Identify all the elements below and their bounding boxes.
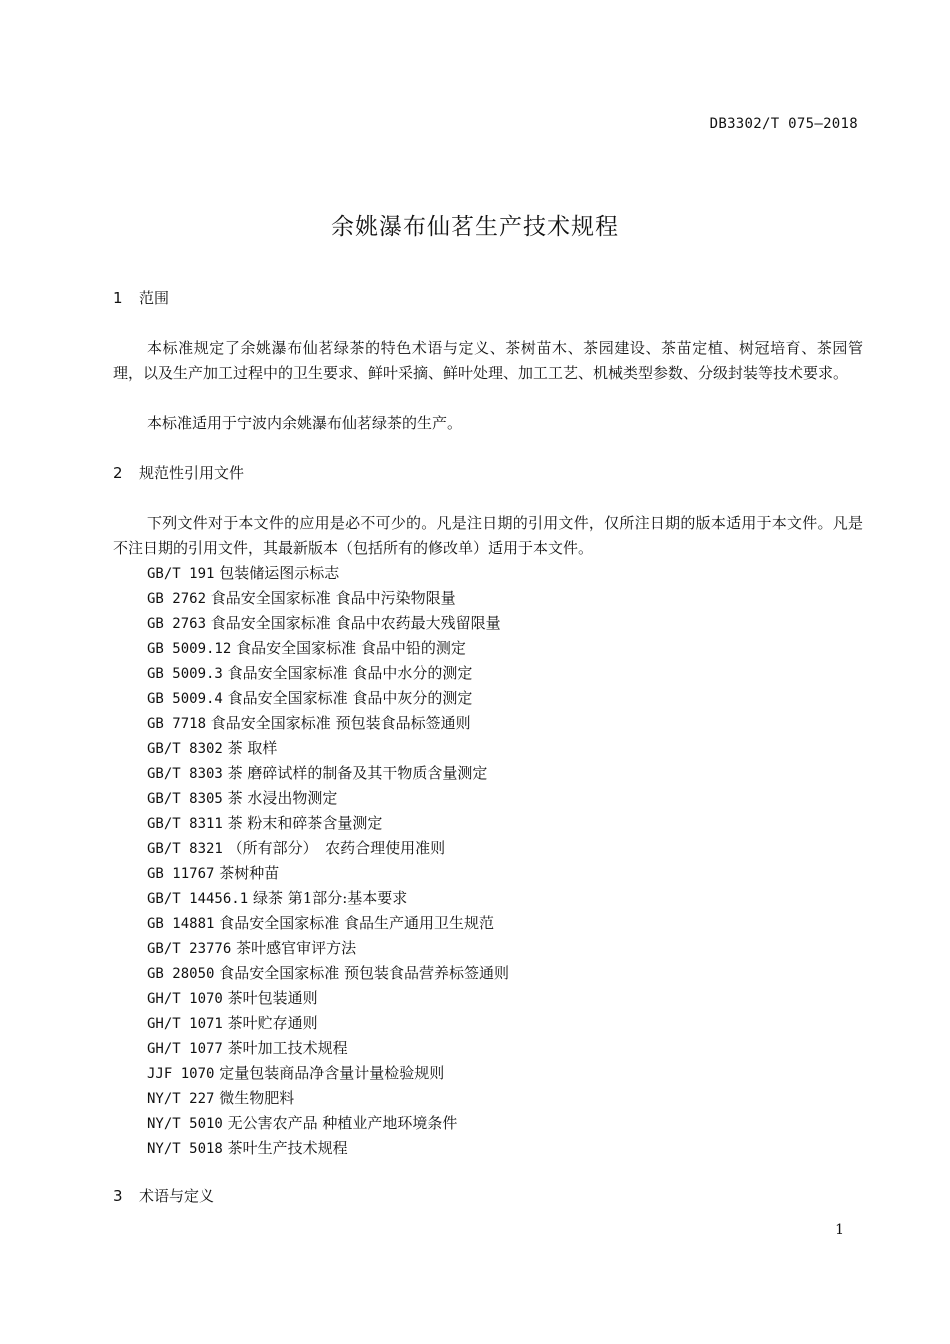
reference-item (147, 911, 509, 936)
reference-item (147, 811, 509, 836)
reference-item (147, 986, 509, 1011)
reference-code: GB 5009.12 (147, 641, 232, 657)
reference-title: 食品安全国家标准 食品中水分的测定 (227, 664, 473, 682)
reference-title: 食品安全国家标准 食品中铅的测定 (236, 639, 466, 657)
section-title: 范围 (139, 289, 170, 307)
reference-item (147, 836, 509, 861)
reference-code: GB/T 191 (147, 566, 215, 582)
reference-title: 定量包装商品净含量计量检验规则 (219, 1064, 445, 1082)
reference-title: 茶 粉末和碎茶含量测定 (227, 814, 383, 832)
reference-code: NY/T 5018 (147, 1141, 223, 1157)
reference-code: NY/T 5010 (147, 1116, 223, 1132)
reference-item (147, 736, 509, 761)
reference-code: GB/T 14456.1 (147, 891, 249, 907)
reference-code: GB/T 23776 (147, 941, 232, 957)
reference-item (147, 861, 509, 886)
reference-code: GB 11767 (147, 866, 215, 882)
reference-title: 绿茶 第1部分:基本要求 (252, 889, 408, 907)
reference-item (147, 1111, 509, 1136)
reference-code: GB 7718 (147, 716, 207, 732)
reference-code: GH/T 1071 (147, 1016, 223, 1032)
reference-title: 茶 取样 (227, 739, 278, 757)
section-title: 术语与定义 (139, 1187, 215, 1205)
reference-title: 茶叶感官审评方法 (236, 939, 357, 957)
reference-item (147, 636, 509, 661)
reference-code: GB 2763 (147, 616, 207, 632)
reference-title: 茶叶加工技术规程 (227, 1039, 348, 1057)
reference-title: 食品安全国家标准 食品生产通用卫生规范 (219, 914, 494, 932)
reference-code: JJF 1070 (147, 1066, 215, 1082)
section-number: 3 (113, 1187, 123, 1205)
section-3-heading (113, 1185, 214, 1206)
reference-code: GH/T 1077 (147, 1041, 223, 1057)
reference-list (147, 561, 509, 1161)
reference-code: GB/T 8303 (147, 766, 223, 782)
reference-code: GB/T 8311 (147, 816, 223, 832)
reference-title: 食品安全国家标准 食品中农药最大残留限量 (210, 614, 501, 632)
reference-code: GB 5009.3 (147, 666, 223, 682)
section-title: 规范性引用文件 (139, 464, 245, 482)
reference-item (147, 1086, 509, 1111)
reference-item (147, 936, 509, 961)
standard-code: DB3302/T 075—2018 (709, 116, 858, 132)
section-number: 2 (113, 464, 123, 482)
section-2-heading (113, 462, 244, 483)
reference-item (147, 711, 509, 736)
reference-item (147, 761, 509, 786)
reference-item (147, 611, 509, 636)
reference-title: 茶叶生产技术规程 (227, 1139, 348, 1157)
scope-paragraph-1: 本标准规定了余姚瀑布仙茗绿茶的特色术语与定义、茶树苗木、茶园建设、茶苗定植、树冠培育、茶园管理，以及生产加工过程中的卫生要求、鲜叶采摘、鲜叶处理、加工工艺、机械类型参数、分级封装等技术要求。 (113, 339, 863, 382)
reference-title: 茶叶贮存通则 (227, 1014, 318, 1032)
reference-title: 无公害农产品 种植业产地环境条件 (227, 1114, 458, 1132)
reference-title: 食品安全国家标准 预包装食品营养标签通则 (219, 964, 509, 982)
page-number: 1 (835, 1222, 844, 1238)
reference-code: NY/T 227 (147, 1091, 215, 1107)
reference-title: 茶 水浸出物测定 (227, 789, 338, 807)
reference-item (147, 586, 509, 611)
reference-code: GB 2762 (147, 591, 207, 607)
scope-paragraph-2: 本标准适用于宁波内余姚瀑布仙茗绿茶的生产。 (147, 414, 463, 432)
section-number: 1 (113, 289, 123, 307)
reference-code: GB/T 8321 (147, 841, 223, 857)
document-title: 余姚瀑布仙茗生产技术规程 (331, 214, 619, 240)
reference-code: GB 5009.4 (147, 691, 223, 707)
reference-item (147, 961, 509, 986)
reference-code: GH/T 1070 (147, 991, 223, 1007)
section-1-heading (113, 287, 169, 308)
reference-item (147, 886, 509, 911)
reference-title: 包装储运图示标志 (219, 564, 340, 582)
reference-item (147, 1136, 509, 1161)
reference-code: GB 28050 (147, 966, 215, 982)
reference-code: GB/T 8302 (147, 741, 223, 757)
reference-item (147, 1011, 509, 1036)
reference-code: GB/T 8305 (147, 791, 223, 807)
reference-item (147, 661, 509, 686)
reference-title: 茶叶包装通则 (227, 989, 318, 1007)
reference-title: 食品安全国家标准 食品中污染物限量 (210, 589, 456, 607)
reference-title: （所有部分） 农药合理使用准则 (227, 839, 446, 857)
reference-item (147, 1036, 509, 1061)
reference-title: 食品安全国家标准 预包装食品标签通则 (210, 714, 471, 732)
reference-title: 食品安全国家标准 食品中灰分的测定 (227, 689, 473, 707)
reference-title: 茶树种苗 (219, 864, 280, 882)
reference-title: 茶 磨碎试样的制备及其干物质含量测定 (227, 764, 488, 782)
reference-item (147, 686, 509, 711)
reference-code: GB 14881 (147, 916, 215, 932)
reference-item (147, 561, 509, 586)
reference-item (147, 1061, 509, 1086)
reference-title: 微生物肥料 (219, 1089, 295, 1107)
reference-item (147, 786, 509, 811)
references-intro: 下列文件对于本文件的应用是必不可少的。凡是注日期的引用文件，仅所注日期的版本适用于本文件。凡是不注日期的引用文件，其最新版本（包括所有的修改单）适用于本文件。 (113, 514, 863, 557)
